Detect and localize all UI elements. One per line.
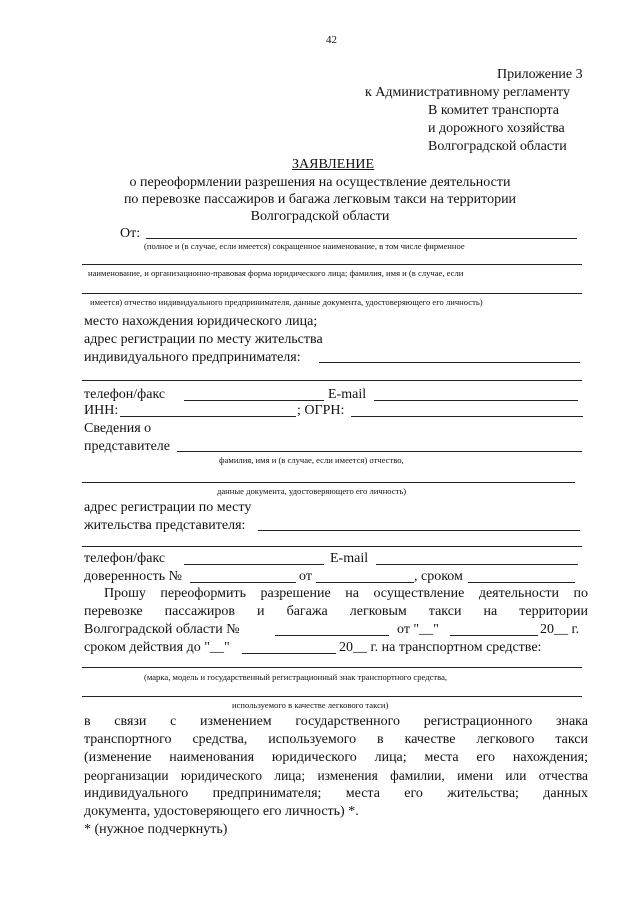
footnote: * (нужное подчеркнуть): [84, 822, 228, 837]
reg-address-label-1: адрес регистрации по месту жительства: [84, 332, 323, 347]
request-line-4b: 20__ г. на транспортном средстве:: [339, 640, 542, 655]
vehicle-note-1: (марка, модель и государственный регистрационный знак транспортного средства,: [144, 672, 448, 682]
rep-address-field[interactable]: [258, 530, 580, 531]
legal-address-label: место нахождения юридического лица;: [84, 314, 318, 329]
request-line-2: перевозке пассажиров и багажа легковым такси на территории: [84, 604, 588, 619]
rep-note-2: данные документа, удостоверяющего его личность): [217, 486, 407, 496]
proxy-label: доверенность №: [84, 569, 182, 584]
request-line-3a: Волгоградской области №: [84, 622, 240, 637]
email-field[interactable]: [374, 400, 578, 401]
permit-date-field[interactable]: [450, 635, 538, 636]
inn-label: ИНН:: [84, 403, 119, 418]
reason-line-5: индивидуального предпринимателя; места его жительства; данных: [84, 786, 588, 801]
reg-address-field[interactable]: [319, 362, 580, 363]
recipient-line2: и дорожного хозяйства: [428, 121, 565, 136]
vehicle-field-2[interactable]: [82, 696, 582, 697]
vehicle-field[interactable]: [82, 667, 582, 668]
rep-name-field[interactable]: [177, 451, 582, 452]
request-line-1: Прошу переоформить разрешение на осуществление деятельности по: [104, 586, 588, 601]
request-line-4a: сроком действия до "__": [84, 640, 230, 655]
subtitle-line3: Волгоградской области: [250, 209, 390, 224]
rep-info-label-1: Сведения о: [84, 421, 152, 436]
email-field-2[interactable]: [376, 564, 578, 565]
proxy-number-field[interactable]: [190, 582, 296, 583]
request-line-3b: от "__": [397, 622, 439, 637]
phone-field[interactable]: [184, 400, 324, 401]
regulation-label: к Административному регламенту: [365, 85, 570, 100]
name-field-2[interactable]: [82, 264, 582, 265]
email-label: E-mail: [328, 387, 367, 402]
rep-info-label-2: представителе: [84, 439, 170, 454]
from-label: От:: [120, 226, 141, 241]
reason-line-1: в связи с изменением государственного регистрационного знака: [84, 714, 588, 729]
reason-line-6: документа, удостоверяющего его личность) *.: [84, 804, 359, 819]
name-note-2: наименование, и организационно-правовая форма юридического лица; фамилия, имя и (в случае, если: [88, 268, 464, 278]
phone-label-2: телефон/факс: [84, 551, 166, 566]
subtitle-line1: о переоформлении разрешения на осуществление деятельности: [129, 175, 511, 190]
phone-label: телефон/факс: [84, 387, 166, 402]
proxy-term-field[interactable]: [468, 582, 575, 583]
name-field-3[interactable]: [82, 293, 582, 294]
name-note-1: (полное и (в случае, если имеется) сокращенное наименование, в том числе фирменное: [144, 241, 465, 251]
appendix-label: Приложение 3: [497, 67, 583, 82]
rep-note-1: фамилия, имя и (в случае, если имеется) отчество,: [219, 455, 404, 465]
rep-address-extra-field[interactable]: [82, 546, 582, 547]
reg-address-label-2: индивидуального предпринимателя:: [84, 350, 301, 365]
ogrn-field[interactable]: [351, 416, 583, 417]
reason-line-4: реорганизации юридического лица; изменения фамилии, имени или отчества: [84, 768, 588, 783]
recipient-line3: Волгоградской области: [428, 139, 567, 154]
request-line-3c: 20__ г.: [540, 622, 580, 637]
phone-field-2[interactable]: [184, 564, 324, 565]
reason-line-2: транспортного средства, используемого в качестве легкового такси: [84, 732, 588, 747]
page-number: 42: [326, 34, 337, 46]
email-label-2: E-mail: [330, 551, 369, 566]
proxy-date-field[interactable]: [316, 582, 414, 583]
vehicle-note-2: используемого в качестве легкового такси): [232, 700, 389, 710]
document-title: ЗАЯВЛЕНИЕ: [292, 157, 375, 172]
ogrn-label: ; ОГРН:: [297, 403, 345, 418]
permit-number-field[interactable]: [275, 635, 389, 636]
address-extra-field[interactable]: [82, 380, 582, 381]
rep-address-label-1: адрес регистрации по месту: [84, 500, 252, 515]
recipient-line1: В комитет транспорта: [428, 103, 559, 118]
reason-line-3: (изменение наименования юридического лица; места его нахождения;: [84, 750, 588, 765]
proxy-from-label: от: [299, 569, 312, 584]
rep-doc-field[interactable]: [82, 482, 575, 483]
inn-field[interactable]: [120, 416, 296, 417]
name-note-3: имеется) отчество индивидуального предпринимателя, данные документа, удостоверяющего его личность): [90, 297, 483, 307]
rep-address-label-2: жительства представителя:: [84, 518, 246, 533]
proxy-term-label: , сроком: [414, 569, 463, 584]
subtitle-line2: по перевозке пассажиров и багажа легковым такси на территории: [123, 192, 517, 207]
validity-date-field[interactable]: [242, 653, 336, 654]
from-field[interactable]: [146, 238, 577, 239]
